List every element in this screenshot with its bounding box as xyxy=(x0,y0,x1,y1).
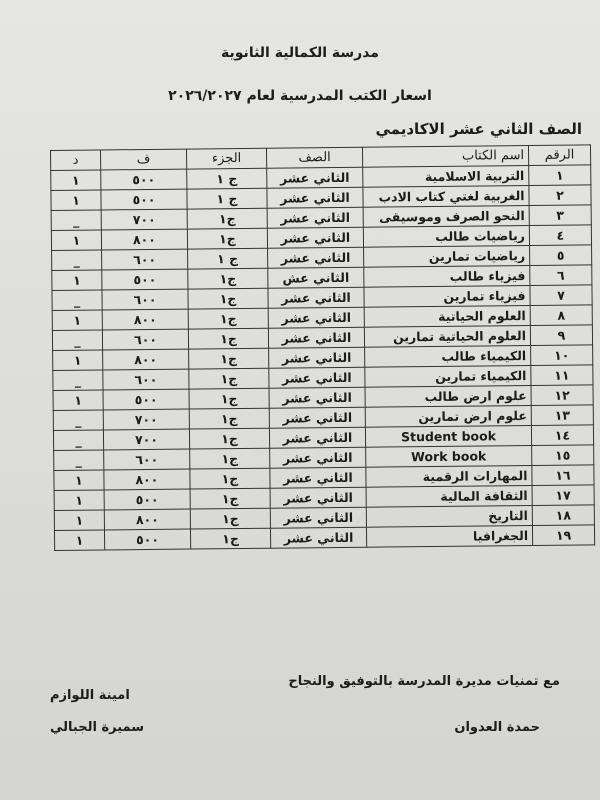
cell-title: علوم ارض طالب xyxy=(365,385,531,407)
cell-num: ١٢ xyxy=(531,385,593,406)
principal-wishes: مع تمنيات مديرة المدرسة بالتوفيق والنجاح xyxy=(288,674,560,689)
cell-grade: الثاني عشر xyxy=(270,447,366,468)
cell-grade: الثاني عشر xyxy=(268,307,364,328)
cell-qty: _ xyxy=(51,210,101,231)
cell-title: التاريخ xyxy=(366,505,532,527)
cell-title: علوم ارض تمارين xyxy=(365,405,531,427)
cell-price: ٨٠٠ xyxy=(102,309,188,330)
cell-num: ١١ xyxy=(531,365,593,386)
cell-qty: ١ xyxy=(54,530,104,551)
cell-qty: _ xyxy=(52,330,102,351)
cell-num: ٨ xyxy=(530,305,592,326)
cell-num: ١٣ xyxy=(531,405,593,426)
cell-part: ج١ xyxy=(190,528,270,549)
cell-title: التربية الاسلامية xyxy=(363,165,529,187)
school-name: مدرسة الكمالية الثانوية xyxy=(221,45,379,61)
cell-part: ج١ xyxy=(190,488,270,509)
cell-price: ٧٠٠ xyxy=(103,409,189,430)
header-title: اسم الكتاب xyxy=(362,145,528,167)
cell-grade: الثاني عشر xyxy=(268,287,364,308)
cell-num: ١ xyxy=(529,165,591,186)
cell-grade: الثاني عشر xyxy=(270,527,366,548)
cell-price: ٨٠٠ xyxy=(104,469,190,490)
principal-name: حمدة العدوان xyxy=(454,720,540,735)
cell-grade: الثاني عشر xyxy=(267,227,363,248)
cell-num: ١٤ xyxy=(531,425,593,446)
cell-price: ٥٠٠ xyxy=(104,489,190,510)
cell-grade: الثاني عشر xyxy=(269,347,365,368)
cell-num: ١٦ xyxy=(532,465,594,486)
cell-grade: الثاني عشر xyxy=(269,367,365,388)
cell-price: ٥٠٠ xyxy=(103,389,189,410)
cell-price: ٦٠٠ xyxy=(103,369,189,390)
cell-price: ٥٠٠ xyxy=(102,269,188,290)
cell-qty: _ xyxy=(52,290,102,311)
cell-part: ج١ xyxy=(189,428,269,449)
cell-qty: _ xyxy=(52,250,102,271)
cell-part: ج١ xyxy=(187,228,267,249)
cell-qty: _ xyxy=(53,370,103,391)
header-num: الرقم xyxy=(528,145,590,166)
cell-qty: ١ xyxy=(52,270,102,291)
cell-price: ٥٠٠ xyxy=(101,169,187,190)
cell-price: ٧٠٠ xyxy=(103,429,189,450)
cell-price: ٦٠٠ xyxy=(102,329,188,350)
cell-num: ٢ xyxy=(529,185,591,206)
cell-qty: ١ xyxy=(52,310,102,331)
cell-qty: _ xyxy=(54,450,104,471)
cell-num: ١٥ xyxy=(532,445,594,466)
cell-num: ١٠ xyxy=(531,345,593,366)
cell-num: ١٧ xyxy=(532,485,594,506)
cell-title: الجغرافيا xyxy=(366,525,532,547)
cell-part: ج١ xyxy=(189,348,269,369)
cell-part: ج١ xyxy=(187,208,267,229)
cell-title: الكيمياء تمارين xyxy=(365,365,531,387)
cell-grade: الثاني عش xyxy=(268,267,364,288)
cell-price: ٥٠٠ xyxy=(101,189,187,210)
table-row xyxy=(54,525,594,551)
cell-title: رياضيات تمارين xyxy=(364,245,530,267)
cell-price: ٧٠٠ xyxy=(101,209,187,230)
cell-qty: ١ xyxy=(54,490,104,511)
cell-grade: الثاني عشر xyxy=(268,247,364,268)
cell-title: Student book xyxy=(365,425,531,447)
cell-grade: الثاني عشر xyxy=(267,187,363,208)
cell-num: ١٨ xyxy=(532,505,594,526)
header-grade: الصف xyxy=(266,147,362,168)
cell-num: ١٩ xyxy=(532,525,594,546)
cell-title: الثقافة المالية xyxy=(366,485,532,507)
cell-title: فيزياء تمارين xyxy=(364,285,530,307)
cell-title: الكيمياء طالب xyxy=(365,345,531,367)
cell-part: ج ١ xyxy=(187,188,267,209)
cell-num: ٦ xyxy=(530,265,592,286)
cell-num: ٤ xyxy=(529,225,591,246)
cell-qty: ١ xyxy=(53,390,103,411)
supplies-name: سميرة الجبالي xyxy=(50,720,145,735)
cell-part: ج١ xyxy=(188,268,268,289)
cell-price: ٨٠٠ xyxy=(101,229,187,250)
cell-num: ٧ xyxy=(530,285,592,306)
cell-price: ٨٠٠ xyxy=(104,509,190,530)
cell-qty: ١ xyxy=(54,470,104,491)
cell-price: ٦٠٠ xyxy=(102,289,188,310)
cell-part: ج١ xyxy=(188,288,268,309)
cell-qty: ١ xyxy=(51,230,101,251)
cell-part: ج١ xyxy=(189,408,269,429)
cell-qty: ١ xyxy=(53,350,103,371)
cell-grade: الثاني عشر xyxy=(267,167,363,188)
cell-part: ج١ xyxy=(188,328,268,349)
cell-qty: ١ xyxy=(54,510,104,531)
cell-qty: _ xyxy=(53,430,103,451)
cell-part: ج ١ xyxy=(187,168,267,189)
cell-grade: الثاني عشر xyxy=(269,387,365,408)
header-qty: د xyxy=(51,150,101,171)
cell-num: ٩ xyxy=(530,325,592,346)
cell-part: ج١ xyxy=(190,508,270,529)
cell-num: ٥ xyxy=(530,245,592,266)
cell-grade: الثاني عشر xyxy=(270,487,366,508)
cell-grade: الثاني عشر xyxy=(270,467,366,488)
cell-title: العلوم الحياتية xyxy=(364,305,530,327)
cell-qty: ١ xyxy=(51,190,101,211)
cell-grade: الثاني عشر xyxy=(270,507,366,528)
cell-title: رياضيات طالب xyxy=(363,225,529,247)
books-table xyxy=(50,144,595,551)
cell-grade: الثاني عشر xyxy=(269,427,365,448)
cell-part: ج١ xyxy=(189,368,269,389)
cell-title: المهارات الرقمية xyxy=(366,465,532,487)
cell-qty: _ xyxy=(53,410,103,431)
cell-price: ٥٠٠ xyxy=(104,529,190,550)
cell-title: الغربية لغتي كتاب الادب xyxy=(363,185,529,207)
cell-qty: ١ xyxy=(51,170,101,191)
cell-grade: الثاني عشر xyxy=(268,327,364,348)
cell-title: فيزياء طالب xyxy=(364,265,530,287)
cell-title: Work book xyxy=(366,445,532,467)
header-part: الجزء xyxy=(186,148,266,169)
cell-price: ٨٠٠ xyxy=(103,349,189,370)
cell-part: ج١ xyxy=(190,468,270,489)
cell-title: النحو الصرف وموسيقى xyxy=(363,205,529,227)
prices-title: اسعار الكتب المدرسية لعام ٢٠٢٦/٢٠٢٧ xyxy=(168,88,432,104)
cell-price: ٦٠٠ xyxy=(102,249,188,270)
table-body xyxy=(51,165,595,551)
cell-num: ٣ xyxy=(529,205,591,226)
header-price: ف xyxy=(101,149,187,170)
cell-part: ج١ xyxy=(190,448,270,469)
cell-price: ٦٠٠ xyxy=(104,449,190,470)
cell-title: العلوم الحياتية تمارين xyxy=(364,325,530,347)
cell-part: ج١ xyxy=(189,388,269,409)
cell-grade: الثاني عشر xyxy=(267,207,363,228)
cell-part: ج ١ xyxy=(188,248,268,269)
supplies-title: امينة اللوازم xyxy=(50,688,130,703)
cell-grade: الثاني عشر xyxy=(269,407,365,428)
grade-title: الصف الثاني عشر الاكاديمي xyxy=(375,120,582,138)
cell-part: ج١ xyxy=(188,308,268,329)
